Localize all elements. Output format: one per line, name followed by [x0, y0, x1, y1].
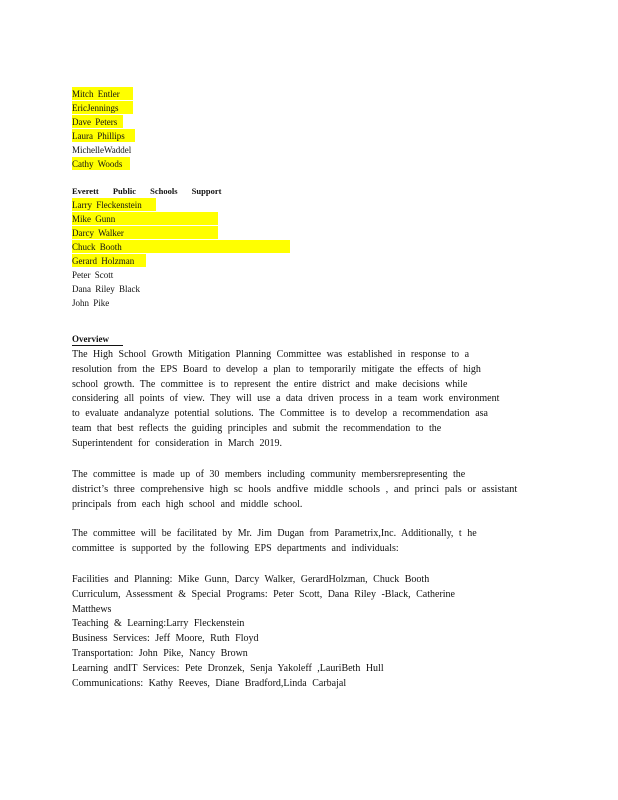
- support-name: Gerard Holzman: [72, 254, 332, 268]
- paragraph-line: committee is supported by the following EPS departments and individuals:: [72, 542, 399, 554]
- department-line: Transportation: John Pike, Nancy Brown: [72, 647, 248, 659]
- support-heading: Everett Public Schools Support: [72, 186, 222, 196]
- facilitation-paragraph: [72, 527, 542, 557]
- support-name: Dana Riley Black: [72, 284, 140, 294]
- departments-list: [72, 573, 542, 691]
- department-line: Matthews: [72, 603, 112, 615]
- paragraph-line: The committee is made up of 30 members including community membersrepresenting the: [72, 469, 466, 480]
- paragraph-line: The committee will be facilitated by Mr. Jim Dugan from Parametrix,Inc. Additionally, t he: [72, 528, 477, 539]
- member-name: Mitch Entler: [72, 87, 332, 101]
- support-name: Larry Fleckenstein: [72, 198, 332, 212]
- support-name: Peter Scott: [72, 270, 114, 280]
- membership-paragraph: [72, 468, 542, 512]
- paragraph-line: team that best reflects the guiding principles and submit the recommendation to the: [72, 422, 442, 434]
- paragraph-line: Superintendent for consideration in March 2019.: [72, 437, 282, 449]
- paragraph-line: district’s three comprehensive high sc hools andfive middle schools , and princi pals or assistant: [72, 483, 518, 495]
- member-name: Cathy Woods: [72, 157, 332, 171]
- member-name: EricJennings: [72, 101, 332, 115]
- department-line: Curriculum, Assessment & Special Programs: Peter Scott, Dana Riley -Black, Catherine: [72, 588, 455, 600]
- committee-member-list: [72, 87, 332, 310]
- overview-paragraph: [72, 348, 542, 452]
- paragraph-line: resolution from the EPS Board to develop a plan to temporarily mitigate the effects of high: [72, 363, 481, 375]
- paragraph-line: The High School Growth Mitigation Planning Committee was established in response to a: [72, 349, 470, 360]
- department-line: Learning andIT Services: Pete Dronzek, Senja Yakoleff ,LauriBeth Hull: [72, 662, 384, 674]
- paragraph-line: principals from each high school and middle school.: [72, 498, 303, 510]
- paragraph-line: considering all points of view. They will use a data driven process in a team work environment: [72, 393, 500, 405]
- support-name: Mike Gunn: [72, 212, 332, 226]
- overview-heading: Overview: [72, 333, 123, 346]
- department-line: Teaching & Learning:Larry Fleckenstein: [72, 618, 245, 630]
- member-name: Laura Phillips: [72, 129, 332, 143]
- department-line: Facilities and Planning: Mike Gunn, Darcy Walker, GerardHolzman, Chuck Booth: [72, 574, 430, 585]
- support-name: John Pike: [72, 298, 110, 308]
- paragraph-line: to evaluate andanalyze potential solutions. The Committee is to develop a recommendation asa: [72, 408, 488, 420]
- department-line: Business Services: Jeff Moore, Ruth Floyd: [72, 633, 259, 645]
- support-name: Darcy Walker: [72, 226, 332, 240]
- member-name: MichelleWaddel: [72, 145, 132, 155]
- department-line: Communications: Kathy Reeves, Diane Bradford,Linda Carbajal: [72, 677, 347, 689]
- member-name: Dave Peters: [72, 115, 332, 129]
- paragraph-line: school growth. The committee is to represent the entire district and make decisions while: [72, 378, 468, 390]
- support-name: Chuck Booth: [72, 240, 332, 254]
